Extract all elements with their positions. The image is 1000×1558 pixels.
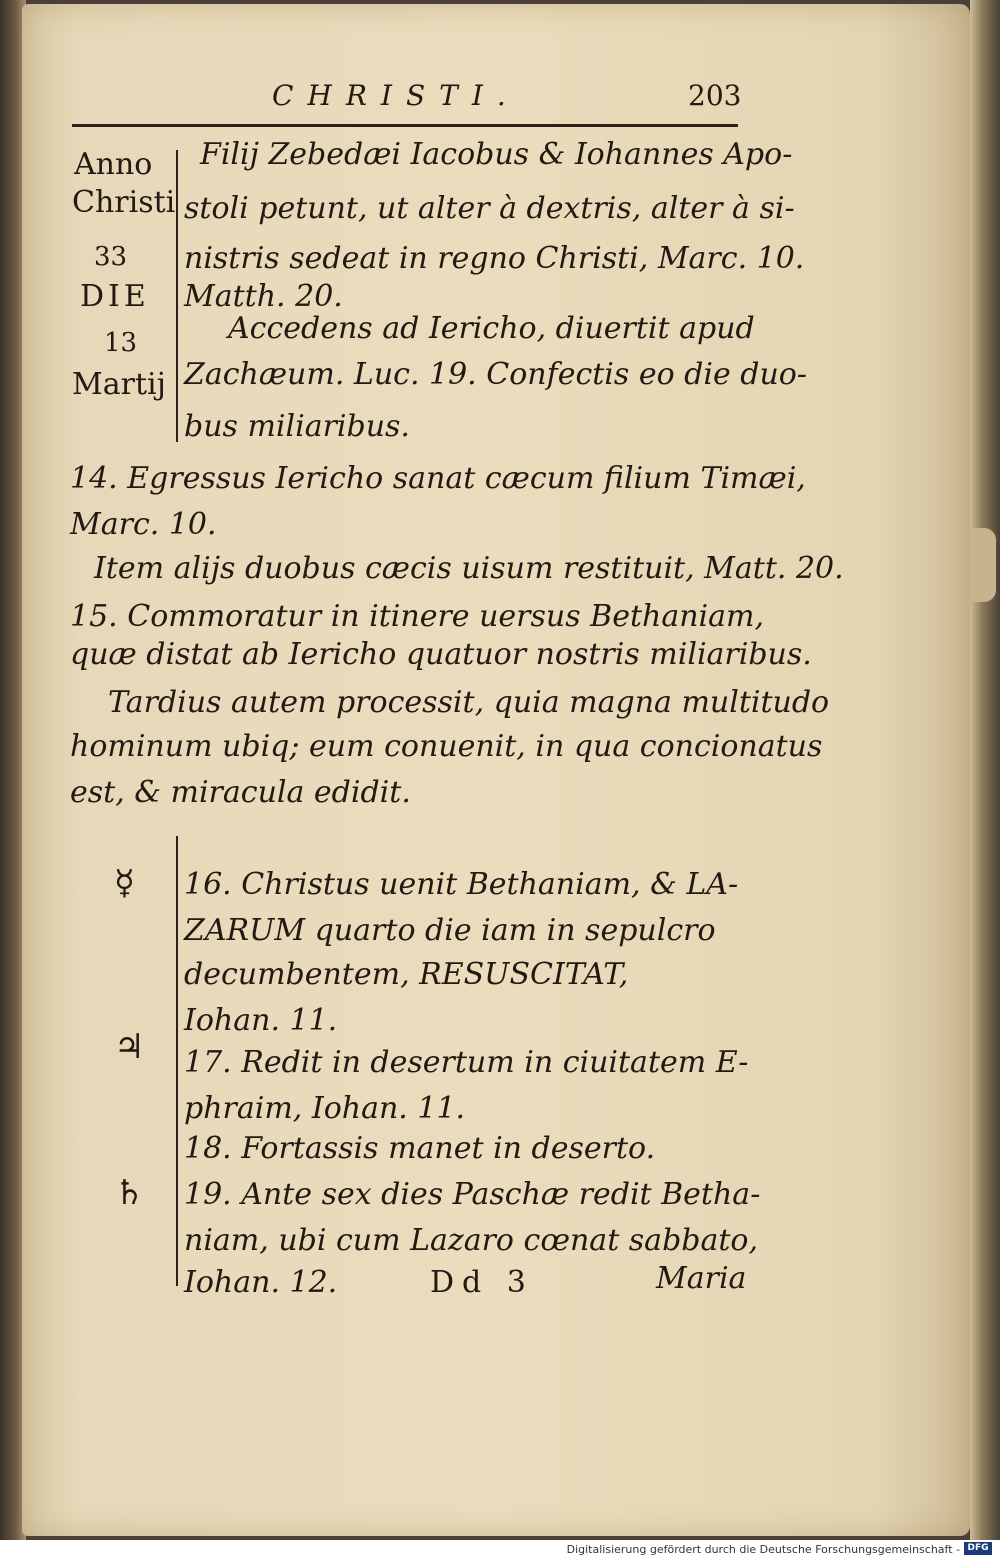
margin-anno: Anno	[74, 147, 153, 182]
text-line: Filij Zebedæi Iacobus & Iohannes Apo-	[200, 137, 793, 172]
text-line: quæ distat ab Iericho quatuor nostris miliaribus.	[70, 637, 812, 672]
text-line: Item alijs duobus cæcis uisum restituit, Matt. 20.	[94, 551, 844, 586]
jupiter-icon: ♃	[114, 1027, 145, 1067]
text-line: nistris sedeat in regno Christi, Marc. 10.	[184, 241, 805, 276]
margin-month: Martij	[72, 367, 166, 402]
text-line: phraim, Iohan. 11.	[184, 1091, 466, 1126]
page-tab	[970, 528, 996, 602]
margin-rule-top	[176, 150, 178, 442]
text-line: decumbentem, RESUSCITAT,	[184, 957, 629, 992]
text-line: 18. Fortassis manet in deserto.	[184, 1131, 656, 1166]
text-line: 16. Christus uenit Bethaniam, & LA-	[184, 867, 739, 902]
margin-christi: Christi	[72, 185, 176, 220]
text-line: 15. Commoratur in itinere uersus Bethaniam,	[70, 599, 765, 634]
running-title: CHRISTI.	[272, 79, 520, 112]
text-line: stoli petunt, ut alter à dextris, alter à si-	[184, 191, 795, 226]
text-line: Iohan. 11.	[184, 1003, 338, 1038]
text-line: est, & miracula edidit.	[70, 775, 411, 810]
text-line: Tardius autem processit, quia magna multitudo	[108, 685, 830, 720]
page-edge	[970, 0, 1000, 1540]
text-line: Accedens ad Iericho, diuertit apud	[228, 311, 755, 346]
footer-bar	[0, 1540, 1000, 1558]
text-line: 19. Ante sex dies Paschæ redit Betha-	[184, 1177, 761, 1212]
text-line: ZARUM quarto die iam in sepulcro	[184, 913, 716, 948]
catchword: Maria	[656, 1261, 747, 1296]
text-line: hominum ubiq; eum conuenit, in qua concionatus	[70, 729, 823, 764]
text-line: niam, ubi cum Lazaro cœnat sabbato,	[184, 1223, 759, 1258]
text-line: bus miliaribus.	[184, 409, 410, 444]
text-line: Marc. 10.	[70, 507, 217, 542]
text-line: Matth. 20.	[184, 279, 343, 314]
text-line: 14. Egressus Iericho sanat cæcum filium Timæi,	[70, 461, 806, 496]
signature-mark: Dd 3	[430, 1265, 534, 1300]
text-line: Iohan. 12.	[184, 1265, 338, 1300]
header-rule	[72, 124, 738, 127]
text-line: Zachæum. Luc. 19. Confectis eo die duo-	[184, 357, 807, 392]
saturn-icon: ♄	[114, 1173, 145, 1213]
margin-rule-bottom	[176, 836, 178, 1286]
margin-die: DIE	[80, 279, 150, 314]
text-line: 17. Redit in desertum in ciuitatem E-	[184, 1045, 749, 1080]
footer-text: Digitalisierung gefördert durch die Deutsche Forschungsgemeinschaft -	[566, 1543, 960, 1556]
mercury-icon: ☿	[114, 863, 135, 903]
dfg-logo: DFG	[964, 1542, 992, 1555]
margin-day: 13	[104, 328, 138, 358]
book-page	[22, 4, 970, 1536]
margin-year: 33	[94, 242, 128, 272]
page-number: 203	[688, 79, 742, 112]
